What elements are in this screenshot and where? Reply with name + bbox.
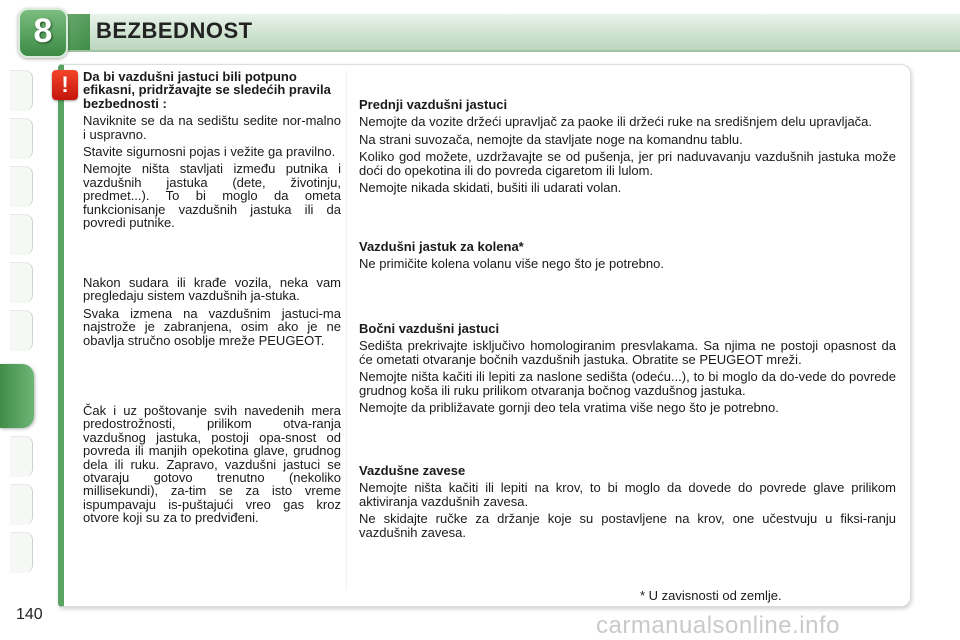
intro-section — [83, 70, 341, 233]
front-airbags-heading: Prednji vazdušni jastuci — [359, 97, 508, 112]
chapter-tab-strip — [0, 64, 34, 574]
curtain-airbags-paragraph: Nemojte ništa kačiti ili lepiti na krov, to bi moglo da dovede do povrede glave prilikom aktiviranja vazdušnih zavesa. — [359, 480, 896, 509]
chapter-badge — [18, 8, 68, 58]
page-number: 140 — [16, 606, 43, 623]
side-airbags-paragraph: Nemojte da približavate gornji deo tela vratima više nego što je potrebno. — [359, 400, 779, 416]
warning-glyph: ! — [61, 72, 69, 97]
intro-paragraph: Naviknite se da na sedištu sedite nor-malno i uspravno. — [83, 113, 341, 142]
intro-heading: Da bi vazdušni jastuci bili potpuno efikasni, pridržavajte se sledećih pravila bezbednosti : — [83, 69, 331, 111]
watermark: carmanualsonline.info — [596, 612, 840, 639]
chapter-tab[interactable] — [10, 532, 33, 573]
intro-paragraph: Nemojte ništa stavljati između putnika i vazdušnih jastuka (dete, životinju, predmet...). To bi moglo da ometa funkcionisanje vazdušnih jastuka ili da povredi putnike. — [83, 161, 341, 231]
chapter-tab[interactable] — [10, 166, 33, 207]
column-divider — [346, 70, 347, 590]
front-airbags-paragraph: Na strani suvozača, nemojte da stavljate noge na komandnu tablu. — [359, 131, 743, 147]
knee-airbag-paragraph: Ne primičite kolena volanu više nego što je potrebno. — [359, 256, 664, 272]
chapter-tab[interactable] — [10, 262, 33, 303]
side-airbags-section — [359, 322, 896, 418]
chapter-tab[interactable] — [10, 118, 33, 159]
chapter-tab-active[interactable] — [0, 364, 34, 428]
intro-paragraph: Stavite sigurnosni pojas i vežite ga pravilno. — [83, 144, 336, 160]
front-airbags-paragraph: Koliko god možete, uzdržavajte se od pušenja, jer pri naduvavanju vazdušnih jastuka može doći do opekotina ili do povreda cigaretom ili lulom. — [359, 149, 896, 178]
after-accident-paragraph: Svaka izmena na vazdušnim jastuci-ma najstrože je zabranjena, osim ako je ne obavlja stručno osoblje mreže PEUGEOT. — [83, 305, 341, 348]
side-airbags-heading: Bočni vazdušni jastuci — [359, 321, 500, 336]
curtain-airbags-heading: Vazdušne zavese — [359, 463, 466, 478]
warning-exclamation-icon — [52, 70, 78, 100]
chapter-tab[interactable] — [10, 310, 33, 351]
side-airbags-paragraph: Sedišta prekrivajte isključivo homologiranim presvlakama. Sa njima ne postoji opasnost da će ometati otvaranje bočnih vazdušnih jastuka. Obratite se PEUGEOT mreži. — [359, 338, 896, 367]
page-header — [0, 0, 960, 60]
after-accident-paragraph: Nakon sudara ili krađe vozila, neka vam pregledaju sistem vazdušnih ja-stuka. — [83, 275, 341, 304]
front-airbags-paragraph: Nemojte da vozite držeći upravljač za paoke ili držeći ruke na središnjem delu upravljača. — [359, 114, 873, 130]
chapter-tab[interactable] — [10, 484, 33, 525]
chapter-tab[interactable] — [10, 436, 33, 477]
footnote: * U zavisnosti od zemlje. — [640, 588, 782, 603]
after-accident-section — [83, 276, 341, 351]
knee-airbag-heading: Vazdušni jastuk za kolena* — [359, 239, 524, 254]
curtain-airbags-paragraph: Ne skidajte ručke za držanje koje su postavljene na krov, one učestvuju u fiksi-ranju vazdušnih zavesa. — [359, 511, 896, 540]
curtain-airbags-section — [359, 464, 896, 543]
side-airbags-paragraph: Nemojte ništa kačiti ili lepiti za naslone sedišta (odeću...), to bi moglo da do-vede do povrede grudnog koša ili ruku prilikom otvaranja bočnog vazdušnog jastuka. — [359, 369, 896, 398]
chapter-title: BEZBEDNOST — [96, 18, 253, 43]
front-airbags-section — [359, 98, 896, 198]
chapter-tab[interactable] — [10, 214, 33, 255]
precaution-paragraph: Čak i uz poštovanje svih navedenih mera predostrožnosti, prilikom otva-ranja vazdušnog jastuka, postoji opa-snost od povreda ili manjih opekotina glave, grudnog dela ili ruku. Zapravo, vazdušni jastuci se otvaraju gotovo trenutno (nekoliko millisekundi), za-tim se za isto vreme ispumpavaju is-puštajući vreo gas kroz otvore koji su za to predviđeni. — [83, 403, 341, 526]
precaution-section — [83, 404, 341, 529]
knee-airbag-section — [359, 240, 896, 275]
chapter-tab[interactable] — [10, 70, 33, 111]
front-airbags-paragraph: Nemojte nikada skidati, bušiti ili udarati volan. — [359, 180, 622, 196]
chapter-number: 8 — [33, 12, 53, 50]
